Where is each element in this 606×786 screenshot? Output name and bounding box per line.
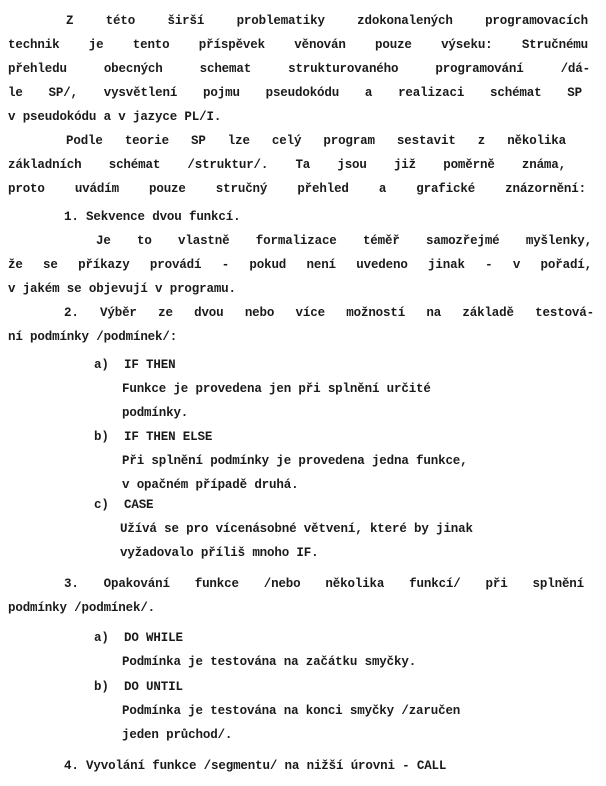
text-line: Při splnění podmínky je provedena jedna funkce, bbox=[122, 454, 468, 468]
text-line: Podmínka je testována na začátku smyčky. bbox=[122, 655, 417, 669]
subitem-marker: c) bbox=[94, 498, 109, 512]
text-line: le SP/, vysvětlení pojmu pseudokódu a realizaci schémat SP bbox=[8, 86, 582, 100]
text-line: že se příkazy provádí - pokud není uvedeno jinak - v pořadí, bbox=[8, 258, 592, 272]
subitem-title: DO WHILE bbox=[124, 631, 183, 645]
subitem-title: IF THEN ELSE bbox=[124, 430, 213, 444]
text-line: Je to vlastně formalizace téměř samozřejmé myšlenky, bbox=[96, 234, 592, 248]
text-line: Z této širší problematiky zdokonalených programovacích bbox=[66, 14, 588, 28]
subitem-marker: a) bbox=[94, 358, 109, 372]
subitem-title: CASE bbox=[124, 498, 154, 512]
text-line: technik je tento příspěvek věnován pouze výseku: Stručnému bbox=[8, 38, 588, 52]
text-line: 3. Opakování funkce /nebo několika funkcí/ při splnění bbox=[64, 577, 584, 591]
text-line: základních schémat /struktur/. Ta jsou již poměrně známa, bbox=[8, 158, 566, 172]
text-line: Podmínka je testována na konci smyčky /zaručen bbox=[122, 704, 461, 718]
text-line: podmínky /podmínek/. bbox=[8, 601, 156, 615]
subitem-marker: b) bbox=[94, 430, 109, 444]
subitem-marker: a) bbox=[94, 631, 109, 645]
text-line: přehledu obecných schemat strukturovaného programování /dá- bbox=[8, 62, 590, 76]
text-line: Užívá se pro vícenásobné větvení, které by jinak bbox=[120, 522, 473, 536]
text-line: Podle teorie SP lze celý program sestavit z několika bbox=[66, 134, 566, 148]
text-line: jeden průchod/. bbox=[122, 728, 233, 742]
text-line: proto uvádím pouze stručný přehled a grafické znázornění: bbox=[8, 182, 586, 196]
text-line: v pseudokódu a v jazyce PL/I. bbox=[8, 110, 222, 124]
item-heading: 1. Sekvence dvou funkcí. bbox=[64, 210, 241, 224]
subitem-title: IF THEN bbox=[124, 358, 176, 372]
text-line: podmínky. bbox=[122, 406, 189, 420]
text-line: ní podmínky /podmínek/: bbox=[8, 330, 178, 344]
text-line: v jakém se objevují v programu. bbox=[8, 282, 236, 296]
text-line: vyžadovalo příliš mnoho IF. bbox=[120, 546, 319, 560]
text-line: 2. Výběr ze dvou nebo více možností na základě testová- bbox=[64, 306, 594, 320]
subitem-title: DO UNTIL bbox=[124, 680, 183, 694]
subitem-marker: b) bbox=[94, 680, 109, 694]
text-line: v opačném případě druhá. bbox=[122, 478, 299, 492]
text-line: Funkce je provedena jen při splnění určité bbox=[122, 382, 431, 396]
item-heading: 4. Vyvolání funkce /segmentu/ na nižší úrovni - CALL bbox=[64, 759, 447, 773]
